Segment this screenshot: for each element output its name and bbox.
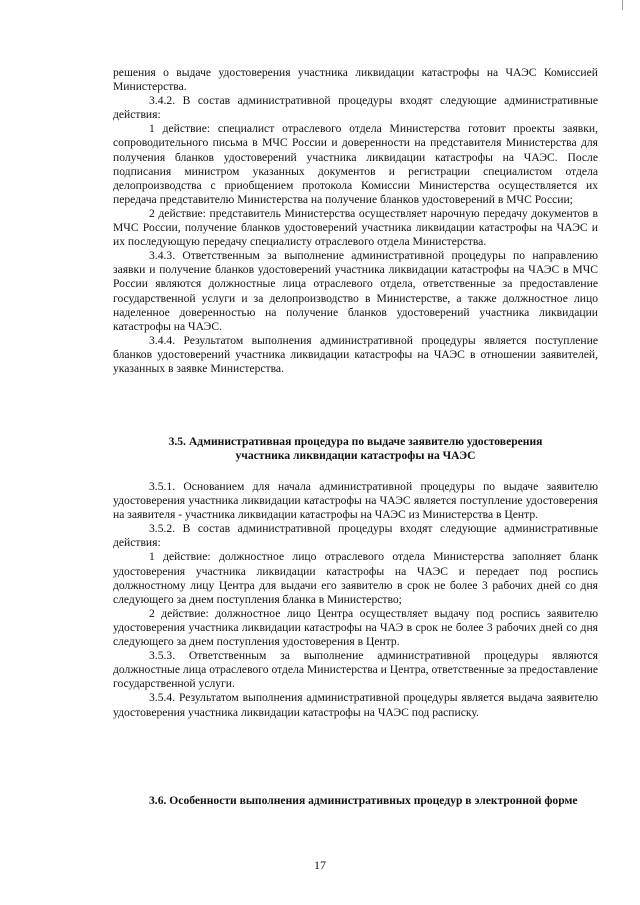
paragraph-3-5-2: 3.5.2. В состав административной процедуры входят следующие административные действия: <box>113 522 598 550</box>
text-block-3-5 <box>113 480 598 720</box>
paragraph-3-4-3: 3.4.3. Ответственным за выполнение административной процедуры по направлению заявки и получение бланков удостоверений участника ликвидации катастрофы на ЧАЭС в МЧС России являются должностные лица отраслевого отдела, ответственные за предоставление государственной услуги и за делопроизводство в Министерстве, а также должностное лицо наделенное доверенностью на получение бланков удостоверений участника ликвидации катастрофы на ЧАЭС. <box>113 249 598 333</box>
paragraph-3-4-4: 3.4.4. Результатом выполнения административной процедуры является поступление бланков удостоверений участника ликвидации катастрофы на ЧАЭС в отношении заявителей, указанных в заявке Министерства. <box>113 333 598 375</box>
paragraph-3-5-4: 3.5.4. Результатом выполнения административной процедуры является выдача заявителю удостоверения участника ликвидации катастрофы на ЧАЭС под расписку. <box>113 691 598 719</box>
paragraph-action-1: 1 действие: специалист отраслевого отдела Министерства готовит проекты заявки, сопроводительного письма в МЧС России и доверенности на представителя Министерства для получения бланков удостоверений участника ликвидации катастрофы на ЧАЭС. После подписания министром указанных документов и регистрации специалистом отдела делопроизводства с приобщением протокола Комиссии Министерства осуществляется их передача представителю Министерства на получение бланков удостоверений в МЧС России; <box>113 122 598 206</box>
heading-line-1: 3.5. Административная процедура по выдаче заявителю удостоверения <box>168 435 543 448</box>
paragraph-action-2: 2 действие: должностное лицо Центра осуществляет выдачу под роспись заявителю удостоверения участника ликвидации катастрофы на ЧАЭ в срок не более 3 рабочих дней со дня следующего за днем поступления удостоверения в Центр. <box>113 606 598 649</box>
paragraph: решения о выдаче удостоверения участника ликвидации катастрофы на ЧАЭС Комиссией Министерства. <box>113 66 598 94</box>
scan-mark <box>622 0 623 10</box>
paragraph-action-2: 2 действие: представитель Министерства осуществляет нарочную передачу документов в МЧС России, получение бланков удостоверений участника ликвидации катастрофы на ЧАЭС и их последующую передачу специалисту отраслевого отдела Министерства. <box>113 206 598 249</box>
paragraph-3-5-3: 3.5.3. Ответственным за выполнение административной процедуры являются должностные лица отраслевого отдела Министерства и Центра, ответственные за предоставление государственной услуги. <box>113 649 598 691</box>
paragraph-action-1: 1 действие: должностное лицо отраслевого отдела Министерства заполняет бланк удостоверения участника ликвидации катастрофы на ЧАЭС и передает под роспись должностному лицу Центра для выдачи его заявителю в срок не более 3 рабочих дней со дня следующего за днем поступления бланка в Министерство; <box>113 550 598 606</box>
paragraph-3-4-2: 3.4.2. В состав административной процедуры входят следующие административные действия: <box>113 94 598 122</box>
paragraph-3-5-1: 3.5.1. Основанием для начала административной процедуры по выдаче заявителю удостоверения участника ликвидации катастрофы на ЧАЭС является поступление удостоверения на заявителя - участника ликвидации катастрофы на ЧАЭС из Министерства в Центр. <box>113 480 598 522</box>
heading-line-2: участника ликвидации катастрофы на ЧАЭС <box>235 449 476 463</box>
page-number: 17 <box>314 858 326 872</box>
text-block-3-4 <box>113 66 598 376</box>
section-heading-3-5 <box>113 435 598 463</box>
section-heading-3-6: 3.6. Особенности выполнения административных процедур в электронной форме <box>149 794 578 807</box>
